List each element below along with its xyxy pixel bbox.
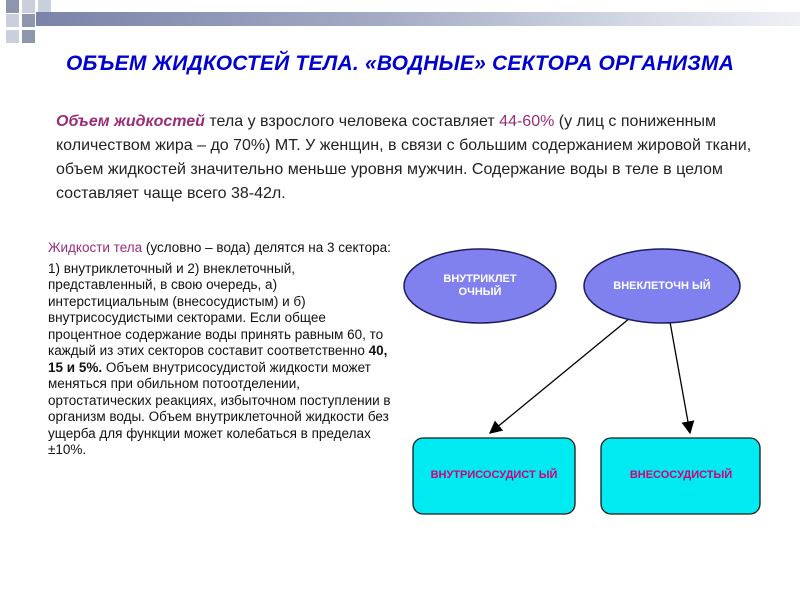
intro-text-2: (у лиц с пониженным количеством жира – до 70%) МТ. У женщин, в связи с большим содержанием жировой ткани, объем жидкостей значительно меньше уровня мужчин. Содержание воды в теле в целом составляет чаще всего 38-42л.	[56, 113, 752, 202]
body-term: Жидкости тела	[48, 240, 143, 255]
body-text-1: (условно – вода) делятся на 3 сектора:	[142, 240, 391, 255]
node-intracellular-label: ВНУТРИКЛЕТ ОЧНЫЙ	[443, 273, 517, 298]
body-text-2a: 1) внутриклеточный и 2) внеклеточный, представленный, в свою очередь, а) интерстициальным (внесосудистым) и б) внутрисосудистыми секторами. Если общее процентное содержание воды принять равным 60, то каждый из этих секторов составит соответственно	[48, 260, 384, 358]
arrow-to-intravascular	[490, 318, 630, 433]
intro-text-1: тела у взрослого человека составляет	[204, 113, 500, 130]
node-intravascular-label: ВНУТРИСОСУДИСТ ЫЙ	[430, 468, 558, 481]
body-percentages: 40, 15 и 5%.	[48, 343, 388, 375]
node-extravascular-label: ВНЕСОСУДИСТЫЙ	[629, 468, 733, 481]
node-extracellular-label: ВНЕКЛЕТОЧН ЫЙ	[613, 279, 711, 292]
intro-percent: 44-60%	[499, 113, 555, 130]
slide-title: ОБЪЕМ ЖИДКОСТЕЙ ТЕЛА. «ВОДНЫЕ» СЕКТОРА ОРГАНИЗМА	[65, 52, 735, 75]
arrow-to-extravascular	[670, 322, 690, 433]
intro-term: Объем жидкостей	[56, 113, 205, 130]
body-text-2b: Объем внутрисосудистой жидкости может меняться при обильном потоотделении, ортостатических реакциях, избыточном поступлении в организм воды. Объем внутриклеточной жидкости без ущерба для функции может колебаться в пределах ±10%.	[48, 359, 391, 457]
